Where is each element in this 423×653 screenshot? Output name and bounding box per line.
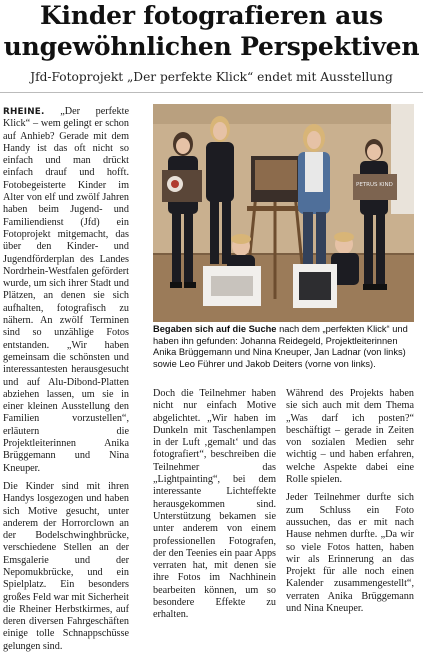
- article-column-1: [3, 106, 129, 652]
- headline-line-2: ungewöhnlichen Perspektiven: [3, 32, 420, 61]
- header-divider: [0, 92, 423, 93]
- dateline: RHEINE.: [3, 107, 45, 117]
- article-column-3: [286, 388, 414, 615]
- article-column-2: [153, 388, 276, 621]
- caption-lead: Begaben sich auf die Suche: [153, 324, 277, 334]
- article-photo: [153, 104, 414, 322]
- article-paragraph: Doch die Teilnehmer haben nicht nur einfach Motive abgelichtet. „Wir haben im Dunkeln mit Taschenlampen in der Luft ‚gemalt‘ und das fotografiert“, beschreiben die Teilnehmer das „Lightpainting“, bei dem interessante Lichteffekte herausgekommen sind. Unterstützung bekamen sie unter anderem von einem professionellen Fotografen, der den Teenies ein paar Apps verraten hat, mit denen sie ihre Fotos im Nachhinein bearbeiten können, um so besondere Effekte zu erhalten.: [153, 388, 276, 621]
- article-paragraph: RHEINE. „Der perfekte Klick“ – wem gelingt er schon auf Anhieb? Gerade mit dem Handy ist das oft nicht so einfach und man drückt einfach drauf und hofft. Fotobegeisterte Kinder im Alter von elf und zwölf Jahren haben beim Jugend- und Familiendienst (Jfd) ein Fotoprojekt mitgemacht, das über den Kinder- und Jugendförderplan des Landes Nordrhein-Westfalen gefördert wurde, um sich ihrer Stadt und Plätzen, an denen sie sich aufhalten, fotografisch zu nähern. An zwölf Terminen sind so unzählige Fotos entstanden. „Wir haben gemeinsam die schönsten und interessantesten herausgesucht und auf Alu-Dibond-Platten abziehen lassen, um sie in einer kleinen Ausstellung den Familien vorzustellen“, erläutern die Projektleiterinnen Anika Brüggemann und Nina Kneuper.: [3, 106, 129, 474]
- headline-line-1: Kinder fotografieren aus: [40, 1, 383, 30]
- caption-text: nach dem „perfekten Klick“ und haben ihn gefunden: Johanna Reidegeld, Projektleiterinnen Anika Brüggemann und Nina Kneuper, Jan Ladnar (von links) sowie Leo Führer und Jakob Deiters (vorne von links).: [153, 324, 408, 369]
- article-paragraph: Jeder Teilnehmer durfte sich zum Schluss ein Foto aussuchen, das er mit nach Hause nehmen durfte. „Da wir so viele Fotos hatten, haben wir als Erinnerung an das Projekt für alle noch einen Kalender zusammengestellt“, verraten Anika Brüggemann und Nina Kneuper.: [286, 492, 414, 615]
- photo-caption: [153, 324, 414, 370]
- headline: [0, 0, 423, 62]
- article-paragraph: Die Kinder sind mit ihren Handys losgezogen und haben sich Motive gesucht, unter anderem der Horrorclown an der Bodelschwinghbrücke, verschiedene Stellen an der Emsgalerie und der Nepomukbrücke, und ein Spielplatz. Ein besonders großes Feld war mit Sicherheit die Rheiner Herbstkirmes, auf deren diversen Fahrgeschäften einige tolle Schnappschüsse gelungen sind.: [3, 480, 129, 652]
- article-paragraph: Während des Projekts haben sie sich auch mit dem Thema „Was darf ich posten?“ beschäftigt – gerade in Zeiten von sozialen Medien sehr wichtig – und haben erfahren, welche Aspekte dabei eine Rolle spielen.: [286, 388, 414, 486]
- panel-printed-text: PETRUS KIND: [356, 182, 393, 188]
- subline: Jfd-Fotoprojekt „Der perfekte Klick“ endet mit Ausstellung: [30, 70, 393, 84]
- group-photo-illustration: [153, 104, 414, 322]
